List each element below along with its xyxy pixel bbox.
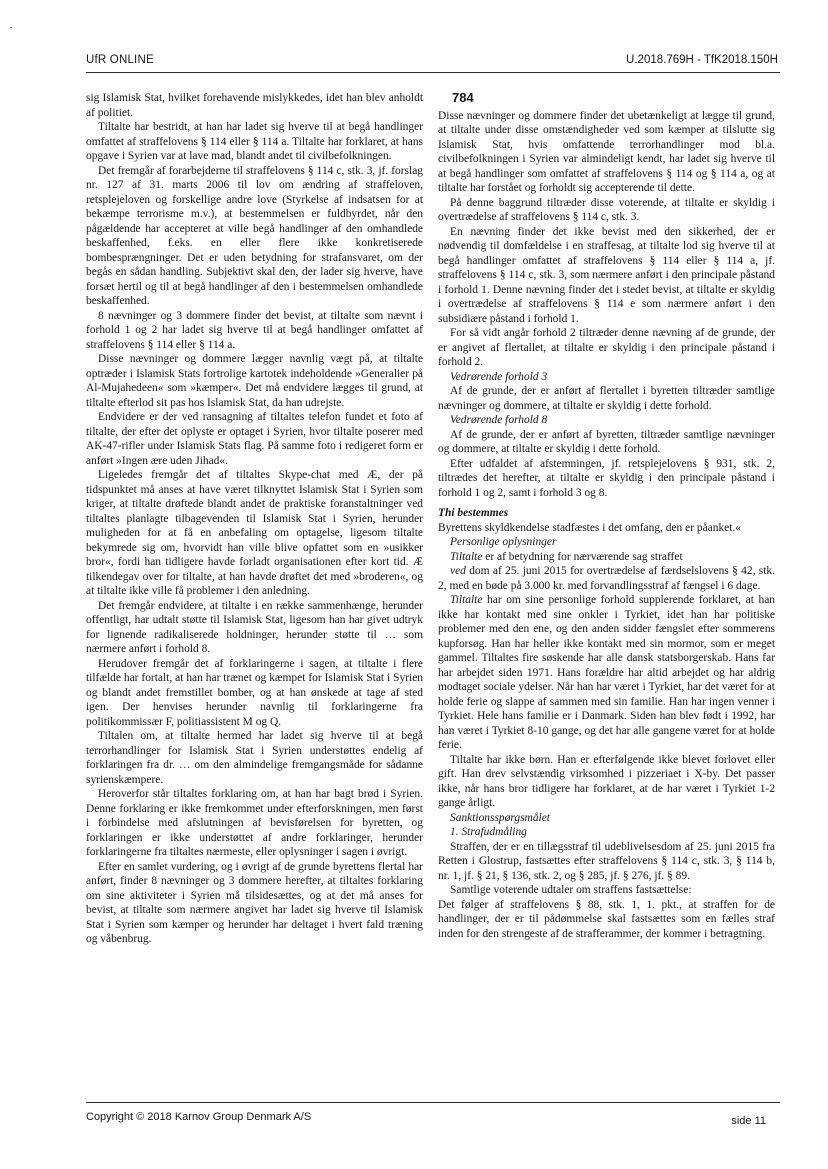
section-heading: Personlige oplysninger <box>450 536 557 548</box>
page-header <box>86 52 780 73</box>
paragraph: Det fremgår af forarbejderne til straffelovens § 114 c, stk. 3, jf. forslag nr. 127 af 31. marts 2006 til lov om ændring af straffeloven, retsplejeloven og forskellige andre love (Styrkelse af indsatsen for at bekæmpe terrorisme m.v.), at bestemmelsen er fuldbyrdet, når den pågældende har accepteret at ville begå handlinger af den omhandlede beskaffenhed, f.eks. en eller flere ikke konkretiserede bombesprængninger. Det er uden betydning for strafansvaret, om der begås en sådan handling. Subjektivt skal den, der lader sig hverve, have forsæt hertil og til at begå handlinger af den i bestemmelsen omhandlede beskaffenhed. <box>86 164 423 307</box>
paragraph: Byrettens skyldkendelse stadfæstes i det omfang, den er påanket.« <box>438 521 742 534</box>
paragraph: Af de grunde, der er anført af byretten, tiltræder samtlige nævninger og dommere, at tiltalte er skyldig i dette forhold. <box>438 428 775 455</box>
left-column <box>86 91 423 947</box>
paragraph-text: har om sine personlige forhold supplerende forklaret, at han ikke har kontakt med sine onkler i Tyrkiet, idet han har politiske problemer med den ene, og den anden sidder fængslet efter sommerens kupforsøg. Han har heller ikke kontakt med sin mormor, som er meget gammel. Tiltaltes fire søskende har alle dansk statsborgerskab. Hans far har arbejdet siden 1971. Hans forældre har altid arbejdet og har aldrig modtaget sociale ydelser. Når han har været i Tyrkiet, har det været for at holde ferie og slappe af sammen med sin familie. Han har ingen venner i Tyrkiet. Hele hans familie er i Danmark. Siden han blev født i 1992, har han været i Tyrkiet 8-10 gange, og det har alle gangene været for at holde ferie. <box>438 594 775 751</box>
paragraph: Tiltalte har bestridt, at han har ladet sig hverve til at begå handlinger omfattet af straffelovens § 114 eller § 114 a. Tiltalte har forklaret, at hans opgave i Syrien var at lave mad, blandt andet til civilbefolkningen. <box>86 121 423 162</box>
paragraph: En nævning finder det ikke bevist med den sikkerhed, der er nødvendig til domfældelse i en straffesag, at tiltalte lod sig hverve til at begå handlinger omfattet af straffelovens § 114 eller § 114 a, jf. straffelovens § 114 c, stk. 3, som nærmere anført i den principale påstand i forhold 1. Denne nævning finder det i stedet bevist, at tiltalte er skyldig i overtrædelse af straffelovens § 114 e som nærmere anført i den subsidiære påstand i forhold 1. <box>438 225 775 325</box>
scan-speck <box>10 27 12 28</box>
right-column <box>438 91 775 941</box>
italic-lead: ved <box>450 565 466 577</box>
page-number: side 11 <box>731 1115 766 1127</box>
paragraph-text: er af betydning for nærværende sag straffet <box>482 550 683 563</box>
publication-name: UfR ONLINE <box>86 54 154 66</box>
paragraph: For så vidt angår forhold 2 tiltræder denne nævning af de grunde, der er angivet af flertallet, at tiltalte er skyldig i den principale påstand i forhold 2. <box>438 327 775 368</box>
section-heading: 1. Strafudmåling <box>450 826 527 838</box>
paragraph: Tiltalen om, at tiltalte hermed har ladet sig hverve til at begå terrorhandlinger for Islamisk Stat i Syrien understøttes endelig af forklaringen fra dr. … om den almindelige fremgangsmåde for sådanne syrienskæmpere. <box>86 730 423 786</box>
page-footer <box>86 1102 780 1127</box>
document-reference: U.2018.769H - TfK2018.150H <box>626 54 778 66</box>
page-marker: 784 <box>452 90 474 105</box>
paragraph: Heroverfor står tiltaltes forklaring om, at han har bagt brød i Syrien. Denne forklaring er ikke fremkommet under efterforskningen, men først i forbindelse med afslutningen af bevisførelsen for byretten, og forklaringen er ikke understøttet af andre forklaringer, herunder forklaringerne fra tiltaltes nærmeste, eller oplysninger i sagen i øvrigt. <box>86 788 423 858</box>
paragraph-text: dom af 25. juni 2015 for overtrædelse af færdselslovens § 42, stk. 2, med en bøde på 3.000 kr. med forvandlingsstraf af fængsel i 6 dage. <box>438 565 775 592</box>
section-heading: Sanktionsspørgsmålet <box>450 811 550 824</box>
paragraph <box>438 564 775 593</box>
paragraph: Efter en samlet vurdering, og i øvrigt af de grunde byrettens flertal har anført, finder 8 nævninger og 3 dommere herefter, at tiltaltes forklaring om sine aktiviteter i Syrien må tilsidesættes, og at det må anses for bevist, at tiltalte som nærmere angivet har ladet sig hverve til Islamisk Stat i Syrien som kæmper og herunder har deltaget i hvert fald træning og våbenbrug. <box>86 860 423 945</box>
paragraph: Disse nævninger og dommere finder det ubetænkeligt at lægge til grund, at tiltalte under disse omstændigheder ved som kæmper at tilslutte sig Islamisk Stat, hvis omfattende terrorhandlinger mod bl.a. civilbefolkningen i Syrien var almindeligt kendt, har ladet sig hverve til at begå handlinger som omfattet af straffelovens § 114 og § 114 a, og at tiltalte har forstået og forholdt sig accepterende til dette. <box>438 109 775 194</box>
paragraph: På denne baggrund tiltræder disse voterende, at tiltalte er skyldig i overtrædelse af straffelovens § 114 c, stk. 3. <box>438 196 775 223</box>
paragraph: Ligeledes fremgår det af tiltaltes Skype-chat med Æ, der på tidspunktet må anses at have været tilknyttet Islamisk Stat i Syrien som kriger, at tiltalte drøftede blandt andet de praktiske foranstaltninger ved tiltaltes planlagte tilbagevenden til Islamisk Stat i Syrien, herunder muligheden for at få en anbefaling om optagelse, ligesom tiltalte bekymrede sig om, hvorvidt han ville blive opfattet som en »usikker bror«, fordi han tidligere havde forladt organisationen efter kort tid. Æ tilkendegav over for tiltalte, at han havde drøftet det med »broderen«, og at tiltalte ikke ville få problemer i den anledning. <box>86 469 423 597</box>
paragraph: Af de grunde, der er anført af flertallet i byretten tiltræder samtlige nævninger og dommere, at tiltalte er skyldig i dette forhold. <box>438 385 775 412</box>
paragraph: Samtlige voterende udtaler om straffens fastsættelse: <box>450 884 692 896</box>
paragraph: Det fremgår endvidere, at tiltalte i en række sammenhænge, herunder offentligt, har udtalt støtte til Islamisk Stat, ligesom han har givet udtryk for lignende radikaliserede holdninger, herunder støtte til … som nærmere anført i forhold 8. <box>86 599 423 655</box>
section-heading: Vedrørende forhold 8 <box>450 414 548 426</box>
paragraph: Det følger af straffelovens § 88, stk. 1, 1. pkt., at straffen for de handlinger, der er til pådømmelse skal fastsættes som en fælles straf inden for den strengeste af de strafferammer, der kommer i betragtning. <box>438 898 775 940</box>
paragraph: Disse nævninger og dommere lægger navnlig vægt på, at tiltalte optræder i Islamisk Stats fortrolige kartotek indeholdende »Generalier på Al-Mujahedeen« som »kæmper«. Det må endvidere lægges til grund, at tiltalte efterlod sit pas hos Islamisk Stat, da han udrejste. <box>86 353 423 409</box>
paragraph: 8 nævninger og 3 dommere finder det bevist, at tiltalte som nævnt i forhold 1 og 2 har ladet sig hverve til at begå handlinger omfattet af straffelovens § 114 eller § 114 a. <box>86 309 423 351</box>
paragraph: Endvidere er der ved ransagning af tiltaltes telefon fundet et foto af tiltalte, der efter det oplyste er optaget i Syrien, hvor tiltalte poserer med AK-47-rifler under Islamisk Stats flag. På samme foto i redigeret form er anført »Ingen ære uden Jihad«. <box>86 411 423 467</box>
paragraph: sig Islamisk Stat, hvilket forehavende mislykkedes, idet han blev anholdt af politiet. <box>86 92 423 119</box>
section-heading: Vedrørende forhold 3 <box>450 370 548 383</box>
section-heading: Thi bestemmes <box>438 507 509 519</box>
paragraph <box>438 550 775 565</box>
italic-lead: Tiltalte <box>450 550 483 563</box>
copyright-notice: Copyright © 2018 Karnov Group Denmark A/S <box>86 1111 312 1123</box>
paragraph: Efter udfaldet af afstemningen, jf. retsplejelovens § 931, stk. 2, tiltrædes det herefter, at tiltalte er skyldig i den principale påstand i forhold 1 og 2, samt i forhold 3 og 8. <box>438 457 775 499</box>
right-column-body <box>438 109 775 942</box>
paragraph: Straffen, der er en tillægsstraf til udeblivelsesdom af 25. juni 2015 fra Retten i Glostrup, fastsættes efter straffelovens § 114 c, stk. 3, § 114 b, nr. 1, jf. § 21, § 136, stk. 2, og § 285, jf. § 276, jf. § 89. <box>438 840 775 882</box>
italic-lead: Tiltalte <box>450 594 483 606</box>
paragraph <box>438 593 775 753</box>
paragraph: Tiltalte har ikke børn. Han er efterfølgende ikke blevet forlovet eller gift. Han drev selvstændig virksomhed i pizzeriaet i X-by. Det passer ikke, når hans bror tidligere har forklaret, at de har været i Tyrkiet 1-2 gange årligt. <box>438 753 775 809</box>
paragraph: Herudover fremgår det af forklaringerne i sagen, at tiltalte i flere tilfælde har fortalt, at han har trænet og kæmpet for Islamisk Stat i Syrien og blandt andet fremstillet bomber, og at han ønskede at tage af sted igen. Der henvises herunder navnlig til forklaringerne fra politikommissær F, politiassistent M og Q. <box>86 657 423 728</box>
